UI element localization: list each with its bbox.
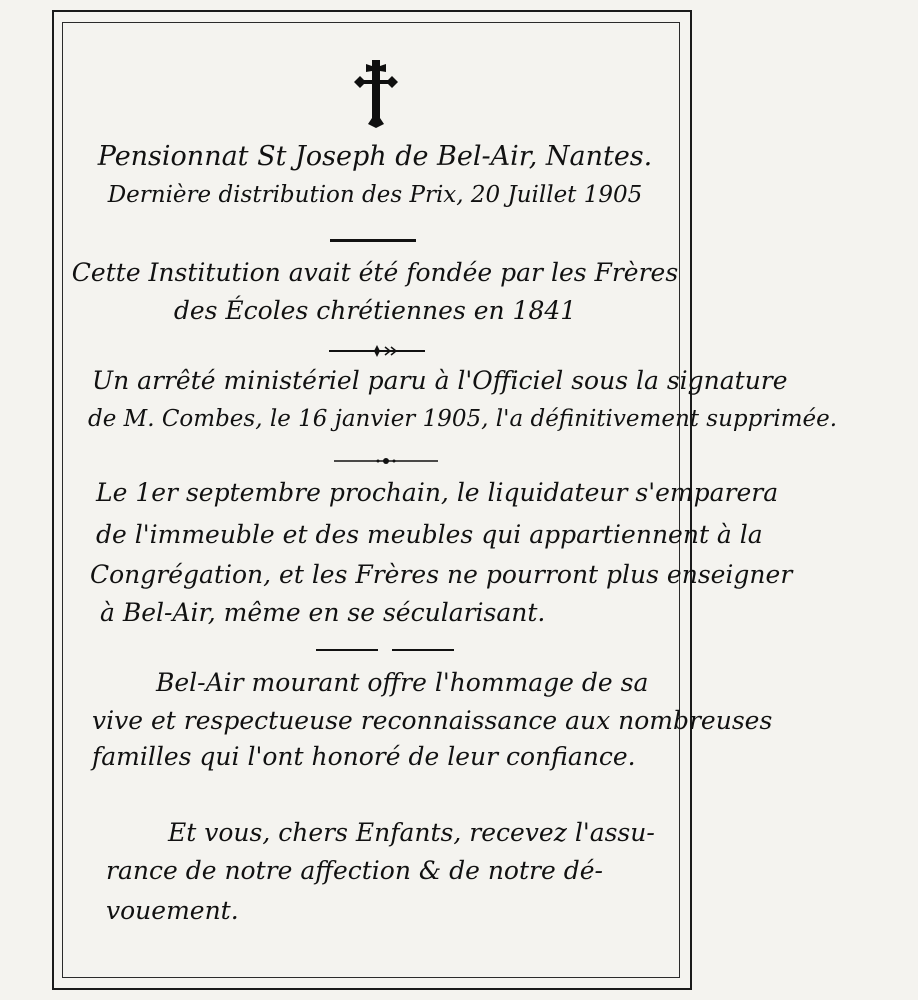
paragraph-line: Et vous, chers Enfants, recevez l'assu- [168, 818, 655, 847]
paragraph-line: des Écoles chrétiennes en 1841 [173, 296, 577, 325]
paragraph-line: Bel-Air mourant offre l'hommage de sa [156, 668, 649, 697]
paragraph-line: Cette Institution avait été fondée par les Frères [71, 258, 679, 287]
paragraph-line: de M. Combes, le 16 janvier 1905, l'a définitivement supprimée. [88, 406, 838, 432]
paragraph-line: vive et respectueuse reconnaissance aux nombreuses [92, 706, 773, 735]
paragraph-line: Le 1er septembre prochain, le liquidateur s'emparera [96, 478, 779, 507]
page-subtitle: Dernière distribution des Prix, 20 Juillet 1905 [107, 182, 643, 208]
divider-3 [392, 649, 454, 651]
paragraph-line: à Bel-Air, même en se sécularisant. [100, 598, 546, 627]
page-title: Pensionnat St Joseph de Bel-Air, Nantes. [97, 141, 653, 172]
paragraph-line: Un arrêté ministériel paru à l'Officiel sous la signature [92, 366, 788, 395]
paragraph-line: Congrégation, et les Frères ne pourront plus enseigner [90, 560, 793, 589]
divider-1 [330, 239, 416, 242]
paragraph-line: rance de notre affection & de notre dé- [106, 856, 603, 885]
cross-icon [352, 58, 400, 128]
paragraph-line: de l'immeuble et des meubles qui appartiennent à la [96, 520, 763, 549]
paragraph-line: vouement. [106, 896, 239, 925]
ornament-divider-1 [327, 344, 427, 358]
divider-2 [316, 649, 378, 651]
ornament-divider-2 [332, 455, 440, 467]
paragraph-line: familles qui l'ont honoré de leur confiance. [92, 742, 636, 771]
